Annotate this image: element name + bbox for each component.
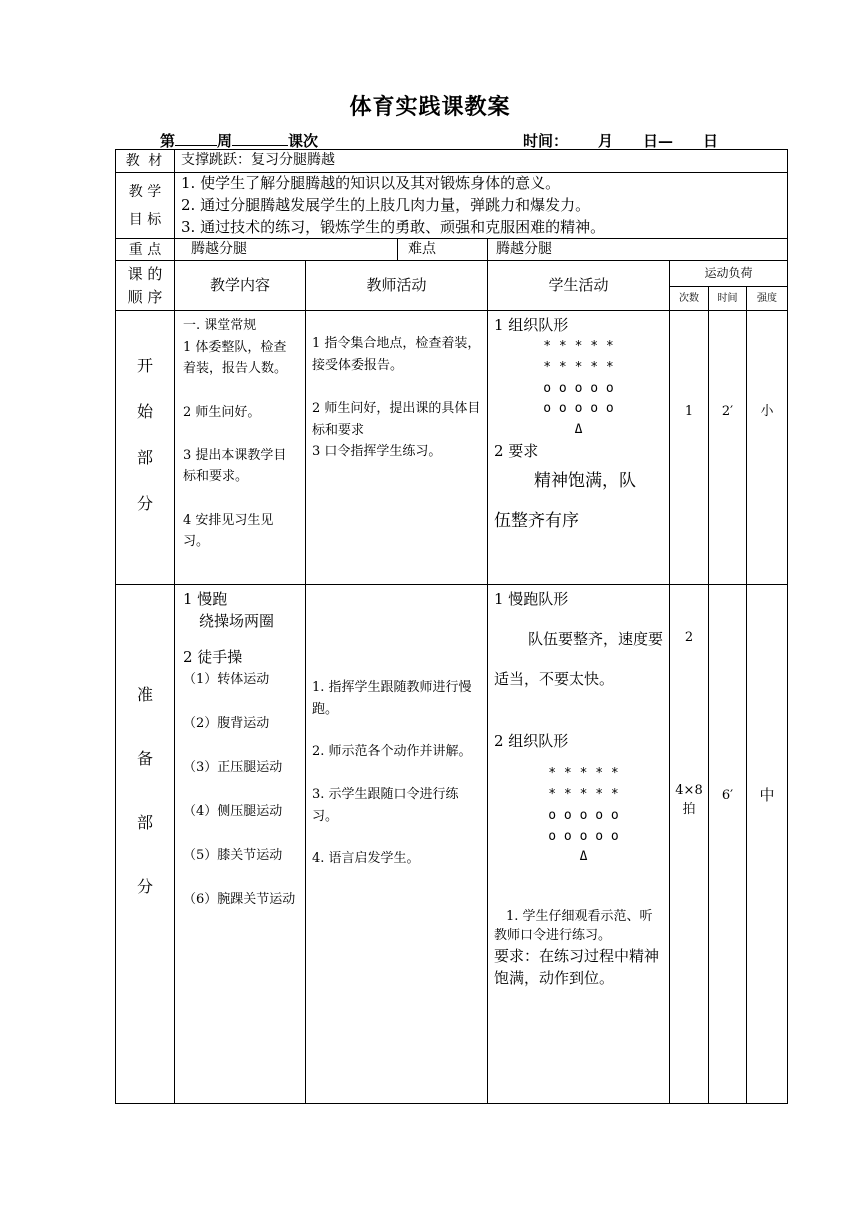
day-label-1: 日— (643, 132, 674, 150)
lesson-label: 课次 (288, 132, 319, 150)
section-prep-intensity: 中 (747, 585, 788, 1104)
section-label-char: 分 (136, 877, 153, 897)
student-formation-title: 1 组织队形 (494, 316, 569, 335)
teacher-item: 3 口令指挥学生练习。 (312, 444, 442, 459)
goal-item: 2. 通过分腿腾越发展学生的上肢几肉力量，弹跳力和爆发力。 (181, 195, 591, 214)
week-label: 周 (217, 132, 233, 150)
section-label-char: 部 (136, 448, 153, 468)
section-prep-label (116, 585, 175, 1104)
formation-teacher-mark: Δ (574, 422, 583, 438)
time-label: 时间： (523, 132, 569, 150)
formation-row: * * * * * (543, 359, 614, 375)
formation-diagram (494, 337, 663, 441)
order-header (116, 261, 175, 311)
goals-label-line-2: 目 标 (128, 211, 162, 228)
key-label: 重 点 (116, 239, 175, 261)
goals-row (116, 173, 788, 239)
teacher-header: 教师活动 (306, 261, 488, 311)
material-label: 教 材 (116, 150, 175, 173)
key-value: 腾越分腿 (175, 239, 398, 261)
teacher-item: 1. 指挥学生跟随教师进行慢跑。 (312, 680, 472, 718)
month-label: 月 (598, 132, 614, 150)
difficulty-value: 腾越分腿 (488, 239, 788, 261)
section-prep-count (670, 585, 709, 1104)
lesson-plan-table (115, 149, 788, 1104)
section-label-char: 部 (136, 813, 153, 833)
student-header: 学生活动 (488, 261, 670, 311)
formation-row: o o o o o (543, 380, 614, 396)
material-row (116, 150, 788, 173)
section-start-content (175, 311, 306, 585)
section-prep-time: 6′ (709, 585, 747, 1104)
day-label-2: 日 (703, 132, 719, 150)
section-prep-content (175, 585, 306, 1104)
run-count: 2 (684, 630, 694, 646)
exercise-item: （4）侧压腿运动 (183, 803, 283, 819)
goals-list (175, 173, 788, 239)
goal-item: 1. 使学生了解分腿腾越的知识以及其对锻炼身体的意义。 (181, 174, 561, 192)
goals-label-line-1: 教 学 (128, 183, 162, 200)
section-start-student (488, 311, 670, 585)
section-label-char: 开 (136, 356, 153, 376)
content-run-title: 1 慢跑 (183, 590, 228, 609)
exercise-item: （2）腹背运动 (183, 715, 270, 731)
formation-row: o o o o o (548, 807, 619, 823)
content-item: 一. 课堂常规 (183, 318, 257, 334)
difficulty-label: 难点 (398, 239, 488, 261)
section-label-char: 始 (136, 402, 153, 422)
formation-row: * * * * * (548, 787, 619, 803)
student-req-line-1: 精神饱满，队 (534, 470, 636, 491)
section-prep-row (116, 585, 788, 1104)
page-title: 体育实践课教案 (349, 94, 511, 120)
content-item: 3 提出本课教学目标和要求。 (183, 448, 287, 485)
content-run-detail: 绕操场两圈 (199, 612, 275, 630)
time-header (523, 130, 718, 151)
student-note: 1. 学生仔细观看示范、听教师口令进行练习。 (494, 909, 653, 944)
intensity-header: 强度 (747, 287, 788, 311)
content-item: 2 师生问好。 (183, 404, 261, 420)
exercise-item: （6）腕踝关节运动 (183, 891, 296, 907)
column-header-row-1 (116, 261, 788, 287)
content-item: 1 体委整队，检查着装，报告人数。 (183, 339, 288, 377)
order-header-line-2: 顺 序 (127, 287, 163, 306)
goal-item: 3. 通过技术的练习，锻炼学生的勇敢、顽强和克服困难的精神。 (181, 217, 606, 236)
section-label-char: 备 (136, 749, 153, 769)
student-run-req-line-2: 适当，不要太快。 (494, 669, 615, 688)
student-requirement: 要求：在练习过程中精神饱满，动作到位。 (494, 946, 660, 987)
student-run-req-line-1: 队伍要整齐，速度要 (528, 630, 664, 648)
section-start-label (116, 311, 175, 585)
time-header-cell: 时间 (709, 287, 747, 311)
student-req-title: 2 要求 (494, 441, 539, 460)
order-header-line-1: 课 的 (127, 265, 163, 284)
count-header: 次数 (670, 287, 709, 311)
section-label-char: 准 (136, 685, 153, 705)
teacher-item: 2 师生问好，提出课的具体目标和要求 (312, 401, 481, 438)
section-start-teacher (306, 311, 488, 585)
teacher-item: 1 指令集合地点，检查着装，接受体委报告。 (312, 336, 481, 373)
formation-row: * * * * * (548, 766, 619, 782)
week-number-blank (232, 131, 288, 146)
week-prefix: 第 (160, 132, 176, 150)
student-run-title: 1 慢跑队形 (494, 590, 569, 609)
material-value: 支撑跳跃：复习分腿腾越 (175, 150, 788, 173)
section-start-time: 2′ (709, 311, 747, 585)
student-formation-title: 2 组织队形 (494, 731, 569, 750)
content-header: 教学内容 (175, 261, 306, 311)
content-exercise-title: 2 徒手操 (183, 647, 243, 666)
formation-row: o o o o o (543, 401, 614, 417)
section-start-count: 1 (670, 311, 709, 585)
teacher-item: 2. 师示范各个动作并讲解。 (312, 744, 472, 760)
exercise-count: 4×8拍 (675, 783, 703, 817)
focus-row (116, 239, 788, 261)
week-blank (175, 131, 217, 146)
goals-label (116, 173, 175, 239)
lesson-header (160, 130, 318, 151)
formation-row: * * * * * (543, 339, 614, 354)
exercise-item: （1）转体运动 (183, 671, 270, 687)
formation-teacher-mark: Δ (579, 849, 588, 865)
student-req-line-2: 伍整齐有序 (494, 511, 579, 532)
section-start-intensity: 小 (747, 311, 788, 585)
load-header: 运动负荷 (670, 261, 788, 287)
formation-row: o o o o o (548, 828, 619, 844)
formation-diagram (494, 764, 663, 868)
content-item: 4 安排见习生见习。 (183, 512, 274, 550)
section-label-char: 分 (136, 494, 153, 514)
teacher-item: 4. 语言启发学生。 (312, 850, 420, 866)
exercise-item: （3）正压腿运动 (183, 759, 283, 775)
section-prep-teacher (306, 585, 488, 1104)
section-prep-student (488, 585, 670, 1104)
section-start-row (116, 311, 788, 585)
exercise-item: （5）膝关节运动 (183, 847, 283, 863)
teacher-item: 3. 示学生跟随口令进行练习。 (312, 786, 459, 824)
